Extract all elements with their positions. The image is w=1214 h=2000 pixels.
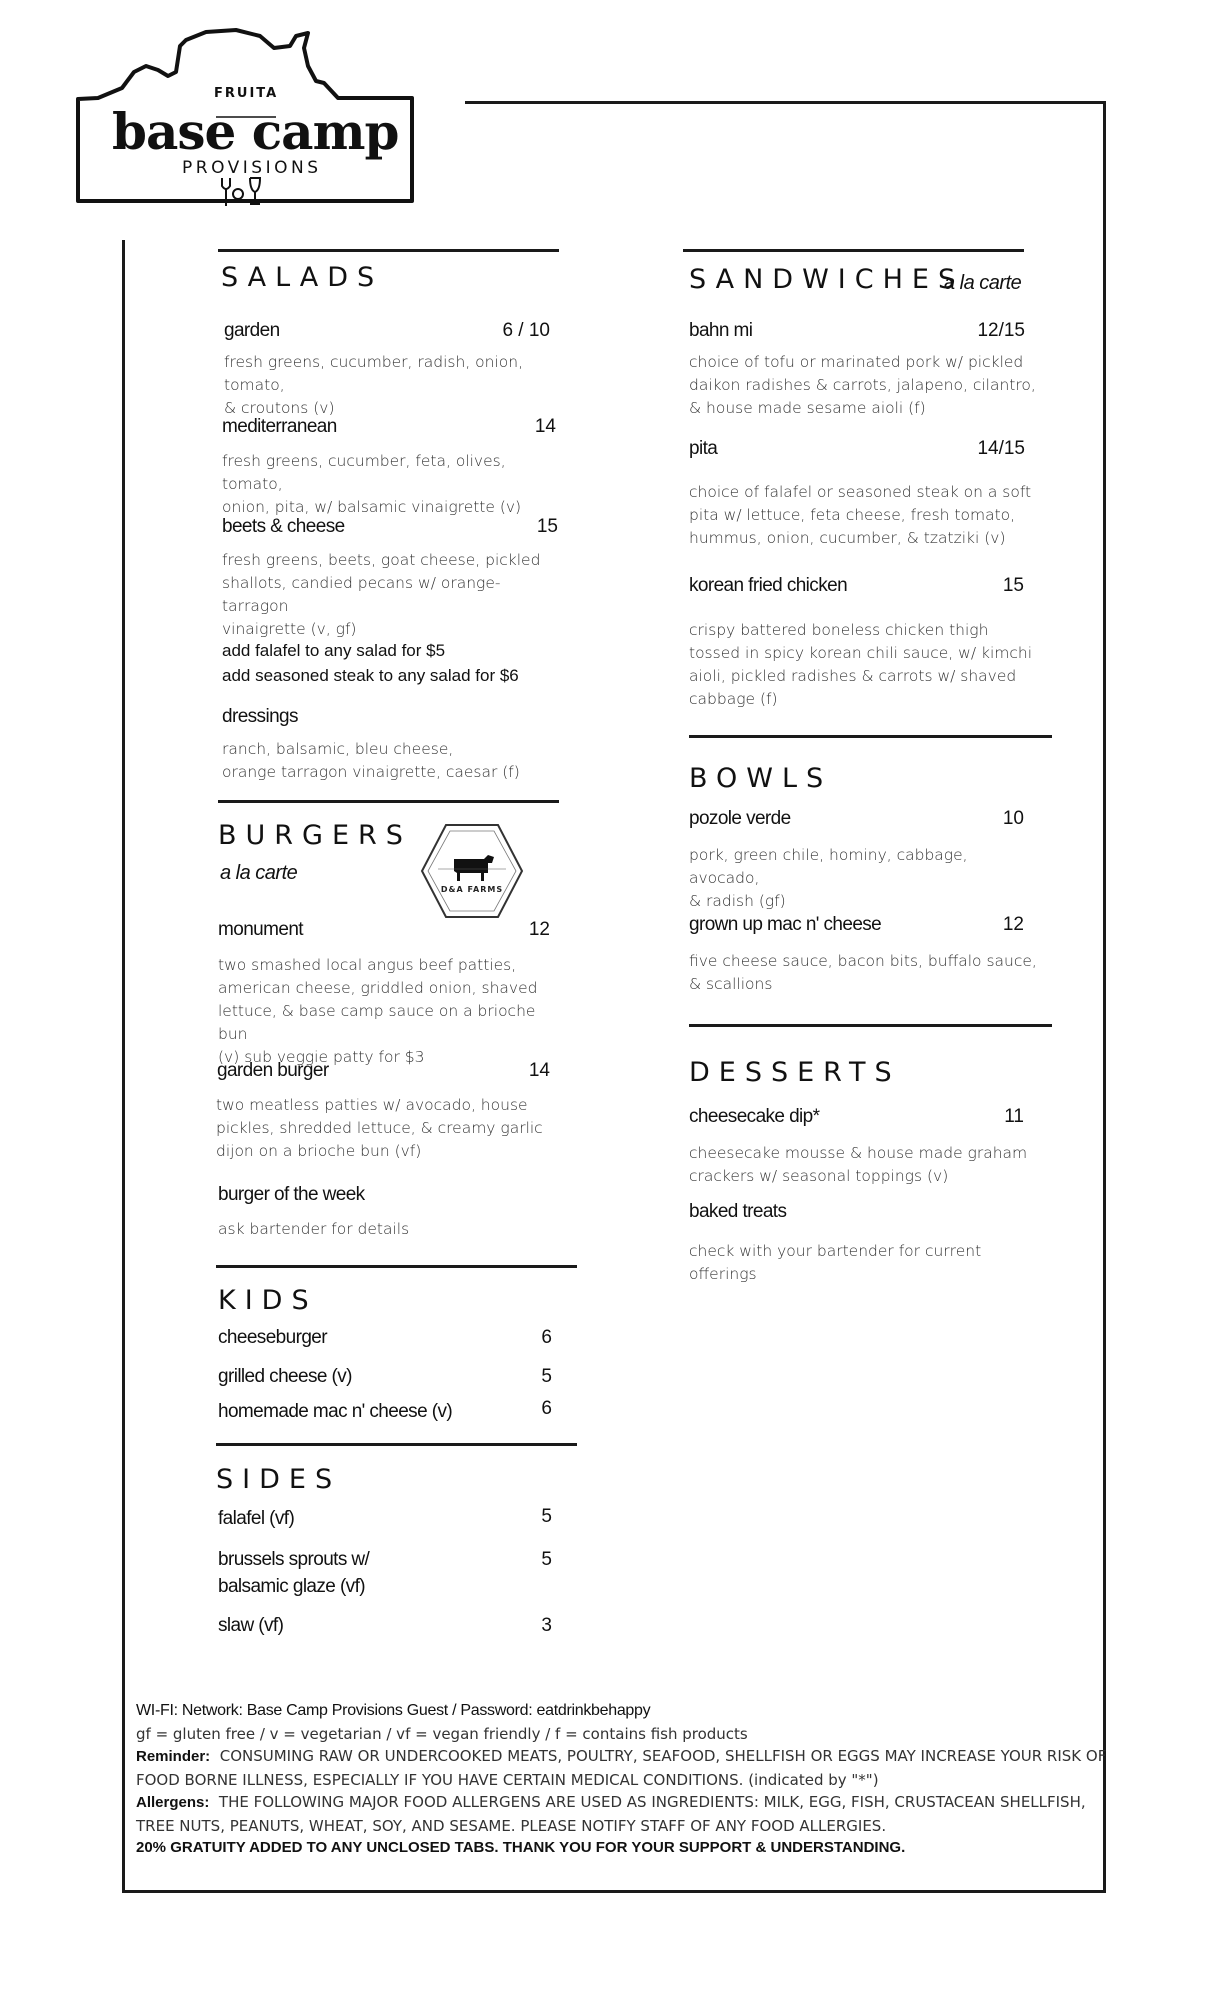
salad-mediterranean-desc: fresh greens, cucumber, feta, olives, tomato, onion, pita, w/ balsamic vinaigrette (v) [222, 452, 522, 516]
footer-reminder: Reminder: CONSUMING RAW OR UNDERCOOKED MEATS, POULTRY, SEAFOOD, SHELLFISH OR EGGS MAY INCREASE YOUR RISK OF FOOD BORNE ILLNESS, ESPECIALLY IF YOU HAVE CERTAIN MEDICAL CONDITIONS. (indicated by "*") [136, 1747, 1107, 1789]
sides-falafel-price: 5 [541, 1506, 552, 1527]
burger-week-desc: ask bartender for details [218, 1220, 410, 1238]
footer-gratuity: 20% GRATUITY ADDED TO ANY UNCLOSED TABS. THANK YOU FOR YOUR SUPPORT & UNDERSTANDING. [136, 1839, 906, 1856]
burger-monument-desc: two smashed local angus beef patties, american cheese, griddled onion, shaved lettuce, & base camp sauce on a brioche bun (v) sub veggie patty for $3 [218, 956, 538, 1066]
burger-garden-price: 14 [528, 1060, 550, 1081]
burger-monument-price: 12 [528, 919, 550, 940]
burger-garden-name: garden burger [217, 1060, 329, 1081]
sandwich-bahnmi-name: bahn mi [689, 320, 753, 341]
salad-beets-price: 15 [536, 516, 558, 537]
burgers-rule [218, 800, 559, 803]
logo-name: base camp [112, 102, 399, 161]
sandwiches-subtitle: a la carte [944, 272, 1022, 294]
sandwich-pita-desc: choice of falafel or seasoned steak on a soft pita w/ lettuce, feta cheese, fresh tomato, hummus, onion, cucumber, & tzatziki (v) [689, 483, 1032, 547]
salad-beets-desc: fresh greens, beets, goat cheese, pickled shallots, candied pecans w/ orange-tarragon vinaigrette (v, gf) [222, 551, 541, 638]
sandwiches-title: SANDWICHES [689, 264, 965, 295]
bowls-rule [689, 735, 1052, 738]
kids-mac-name: homemade mac n' cheese (v) [218, 1401, 453, 1422]
kids-title: KIDS [218, 1285, 318, 1316]
bowl-mac-name: grown up mac n' cheese [689, 914, 882, 935]
bowl-mac-price: 12 [1002, 914, 1024, 935]
footer [136, 1700, 1116, 1860]
logo-tagline: PROVISIONS [182, 158, 322, 178]
bowl-pozole-desc: pork, green chile, hominy, cabbage, avocado, & radish (gf) [689, 846, 968, 910]
burgers-subtitle: a la carte [220, 862, 298, 884]
sandwich-pita-price: 14/15 [977, 438, 1025, 459]
desserts-rule [689, 1024, 1052, 1027]
salad-garden-desc: fresh greens, cucumber, radish, onion, tomato, & croutons (v) [224, 353, 524, 417]
dessert-cheesecake-name: cheesecake dip* [689, 1106, 820, 1127]
sides-falafel-name: falafel (vf) [218, 1508, 295, 1529]
burger-monument-name: monument [218, 919, 303, 940]
footer-wifi: WI-FI: Network: Base Camp Provisions Guest / Password: eatdrinkbehappy [136, 1702, 651, 1719]
salad-mediterranean-price: 14 [534, 416, 556, 437]
sandwich-pita-name: pita [689, 438, 718, 459]
sandwich-kfc-name: korean fried chicken [689, 575, 848, 596]
dessert-baked-desc: check with your bartender for current offerings [689, 1242, 982, 1283]
kids-mac-price: 6 [541, 1398, 552, 1419]
sandwich-bahnmi-desc: choice of tofu or marinated pork w/ pickled daikon radishes & carrots, jalapeno, cilantro, & house made sesame aioli (f) [689, 353, 1036, 417]
salad-garden-name: garden [224, 320, 280, 341]
kids-cheeseburger-price: 6 [541, 1327, 552, 1348]
salad-addons: add falafel to any salad for $5 add seasoned steak to any salad for $6 [222, 641, 519, 685]
sides-brussels-price: 5 [541, 1549, 552, 1570]
frame-top [465, 101, 1106, 104]
burger-garden-desc: two meatless patties w/ avocado, house pickles, shredded lettuce, & creamy garlic dijon on a brioche bun (vf) [216, 1096, 543, 1160]
dessert-cheesecake-desc: cheesecake mousse & house made graham crackers w/ seasonal toppings (v) [689, 1144, 1028, 1185]
frame-right [1103, 101, 1106, 1893]
bowls-title: BOWLS [689, 763, 833, 794]
footer-legend: gf = gluten free / v = vegetarian / vf = vegan friendly / f = contains fish products [136, 1724, 748, 1743]
sandwiches-rule [683, 249, 1024, 252]
kids-cheeseburger-name: cheeseburger [218, 1327, 327, 1348]
logo [76, 28, 416, 208]
dressings-desc: ranch, balsamic, bleu cheese, orange tarragon vinaigrette, caesar (f) [222, 740, 520, 781]
footer-allergens: Allergens: THE FOLLOWING MAJOR FOOD ALLERGENS ARE USED AS INGREDIENTS: MILK, EGG, FISH, CRUSTACEAN SHELLFISH, TREE NUTS, PEANUTS, WHEAT, SOY, AND SESAME. PLEASE NOTIFY STAFF OF ANY FOOD ALLERGIES. [136, 1793, 1086, 1835]
salad-garden-price: 6 / 10 [502, 320, 550, 341]
salads-rule [218, 249, 559, 252]
salad-beets-name: beets & cheese [222, 516, 345, 537]
burger-week-name: burger of the week [218, 1184, 365, 1205]
sandwich-kfc-desc: crispy battered boneless chicken thigh tossed in spicy korean chili sauce, w/ kimchi aioli, pickled radishes & carrots w/ shaved cabbage (f) [689, 621, 1032, 708]
frame-left [122, 240, 125, 1893]
frame-bottom [122, 1890, 1106, 1893]
sides-rule [216, 1443, 577, 1446]
dessert-baked-name: baked treats [689, 1201, 787, 1222]
sides-slaw-price: 3 [541, 1615, 552, 1636]
desserts-title: DESSERTS [689, 1057, 901, 1088]
sides-slaw-name: slaw (vf) [218, 1615, 284, 1636]
kids-rule [216, 1265, 577, 1268]
dressings-title: dressings [222, 706, 298, 727]
sides-title: SIDES [216, 1464, 342, 1495]
salad-mediterranean-name: mediterranean [222, 416, 337, 437]
bowl-mac-desc: five cheese sauce, bacon bits, buffalo sauce, & scallions [689, 952, 1037, 993]
sandwich-bahnmi-price: 12/15 [977, 320, 1025, 341]
farm-badge [420, 823, 524, 919]
kids-grilled-cheese-price: 5 [541, 1366, 552, 1387]
badge-label: D&A FARMS [440, 885, 504, 894]
sides-brussels-name: brussels sprouts w/ balsamic glaze (vf) [218, 1549, 370, 1597]
cow-badge-icon [420, 823, 524, 919]
sandwich-kfc-price: 15 [1002, 575, 1024, 596]
salads-title: SALADS [221, 262, 384, 293]
bowl-pozole-name: pozole verde [689, 808, 791, 829]
logo-town: FRUITA [214, 86, 279, 101]
dessert-cheesecake-price: 11 [1004, 1106, 1024, 1127]
bowl-pozole-price: 10 [1002, 808, 1024, 829]
burgers-title: BURGERS [218, 820, 412, 851]
kids-grilled-cheese-name: grilled cheese (v) [218, 1366, 352, 1387]
